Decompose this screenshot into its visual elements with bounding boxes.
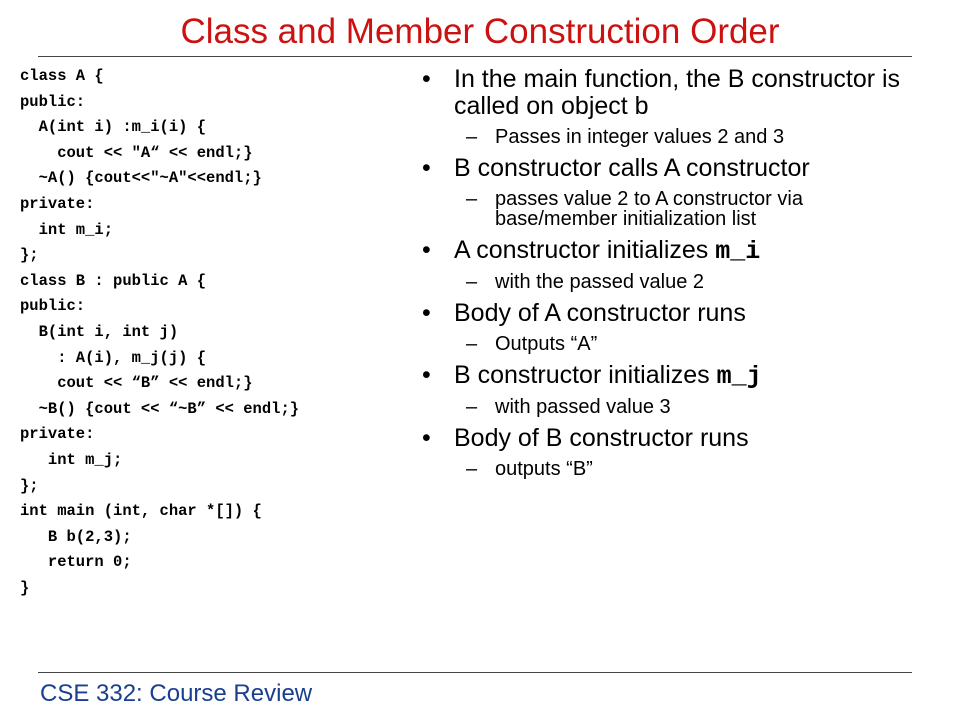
sub-point bbox=[420, 459, 920, 479]
code-line: } bbox=[20, 578, 30, 597]
sub-text: outputs “B” bbox=[495, 458, 593, 480]
bullet-point bbox=[420, 237, 920, 265]
bullet-list bbox=[420, 66, 920, 487]
dash-icon: – bbox=[466, 333, 478, 355]
sub-point bbox=[420, 272, 920, 292]
code-line: cout << "A“ << endl;} bbox=[20, 143, 253, 162]
code-line: }; bbox=[20, 246, 39, 265]
slide-title: Class and Member Construction Order bbox=[180, 12, 780, 51]
sub-text: with the passed value 2 bbox=[495, 271, 705, 293]
code-line: A(int i) :m_i(i) { bbox=[20, 118, 207, 137]
dash-icon: – bbox=[466, 271, 478, 293]
bullet-text: In the main function, the B constructor is called on object b bbox=[454, 65, 901, 120]
bullet-icon: • bbox=[422, 65, 431, 93]
code-line: int m_j; bbox=[20, 450, 123, 469]
sub-point bbox=[420, 127, 920, 147]
bullet-icon: • bbox=[422, 299, 431, 327]
footer-course-label: CSE 332: Course Review bbox=[40, 680, 313, 707]
bullet-icon: • bbox=[422, 236, 431, 264]
sub-text: with passed value 3 bbox=[495, 396, 671, 418]
bullet-point bbox=[420, 300, 920, 327]
code-listing bbox=[20, 64, 420, 601]
code-line: ~B() {cout << “~B” << endl;} bbox=[20, 399, 300, 418]
bullet-point bbox=[420, 362, 920, 390]
sub-point bbox=[420, 334, 920, 354]
sub-text: Passes in integer values 2 and 3 bbox=[495, 126, 785, 148]
bullet-icon: • bbox=[422, 154, 431, 182]
sub-text: Outputs “A” bbox=[495, 333, 598, 355]
code-line: class A { bbox=[20, 67, 104, 85]
code-line: B b(2,3); bbox=[20, 527, 132, 546]
bullet-text: B constructor calls A constructor bbox=[454, 154, 810, 182]
bullet-point bbox=[420, 155, 920, 182]
bullet-icon: • bbox=[422, 424, 431, 452]
sub-text: passes value 2 to A constructor via base/member initialization list bbox=[495, 188, 803, 230]
bullet-text: B constructor initializes bbox=[454, 361, 717, 389]
code-line: private: bbox=[20, 425, 95, 444]
bullet-text: A constructor initializes bbox=[454, 236, 716, 264]
code-line: public: bbox=[20, 297, 86, 316]
code-line: private: bbox=[20, 194, 95, 213]
code-line: public: bbox=[20, 92, 86, 111]
sub-point bbox=[420, 189, 920, 229]
title-divider bbox=[38, 56, 912, 57]
code-line: return 0; bbox=[20, 553, 132, 572]
code-line: int m_i; bbox=[20, 220, 114, 239]
code-line: : A(i), m_j(j) { bbox=[20, 348, 207, 367]
bullet-text: Body of B constructor runs bbox=[454, 424, 749, 452]
code-line: }; bbox=[20, 476, 39, 495]
bullet-text: Body of A constructor runs bbox=[454, 299, 746, 327]
footer-divider bbox=[38, 672, 912, 673]
code-line: cout << “B” << endl;} bbox=[20, 374, 253, 393]
dash-icon: – bbox=[466, 458, 478, 480]
code-line: B(int i, int j) bbox=[20, 322, 179, 341]
bullet-point bbox=[420, 425, 920, 452]
code-line: int main (int, char *[]) { bbox=[20, 502, 262, 521]
code-line: ~A() {cout<<"~A"<<endl;} bbox=[20, 169, 262, 188]
bullet-point bbox=[420, 66, 920, 120]
dash-icon: – bbox=[466, 188, 478, 210]
sub-point bbox=[420, 397, 920, 417]
bullet-code: m_i bbox=[715, 237, 761, 266]
dash-icon: – bbox=[466, 126, 478, 148]
bullet-code: m_j bbox=[716, 362, 762, 391]
dash-icon: – bbox=[466, 396, 478, 418]
bullet-icon: • bbox=[422, 361, 431, 389]
code-line: class B : public A { bbox=[20, 271, 207, 290]
